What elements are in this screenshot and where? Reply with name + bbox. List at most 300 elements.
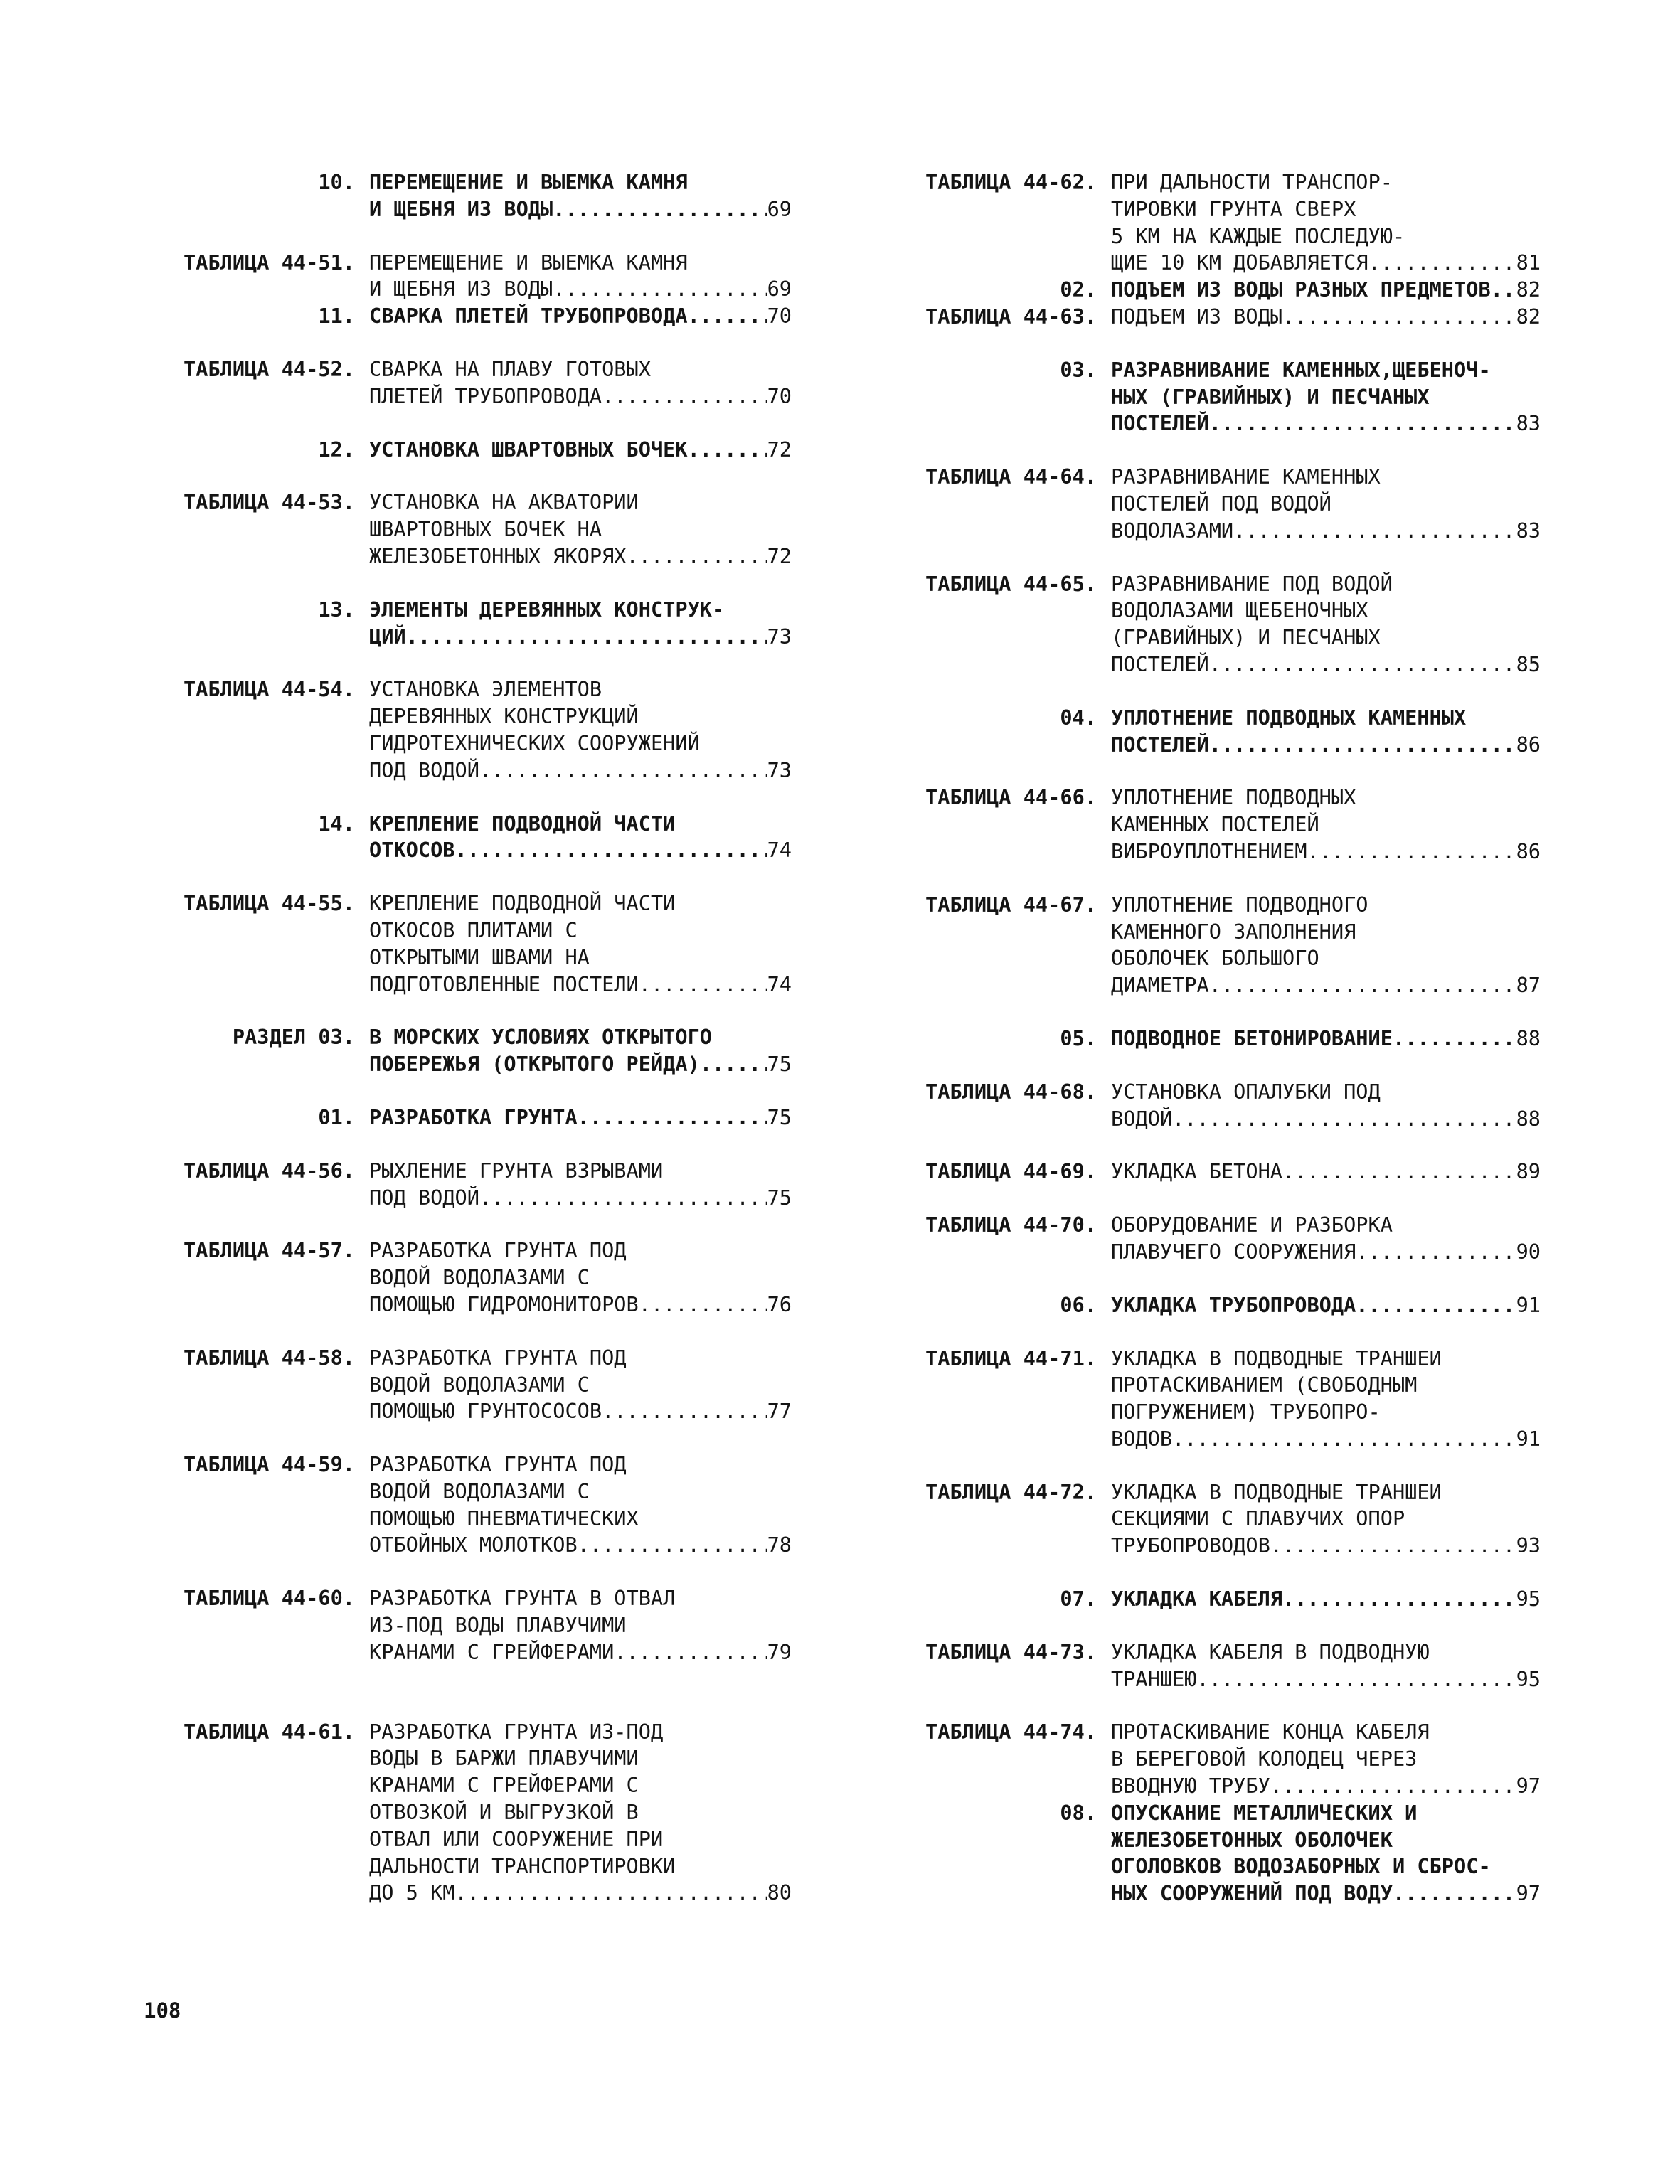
toc-entry-label: ТАБЛИЦА 44-70.	[925, 1213, 1097, 1237]
toc-entry-label: 04.	[1060, 705, 1097, 730]
toc-entry-title: УСТАНОВКА ОПАЛУБКИ ПОД	[1111, 1079, 1381, 1104]
dot-leader	[1307, 838, 1516, 865]
toc-entry-text-line	[355, 489, 792, 516]
dot-leader	[602, 1398, 767, 1425]
toc-entry-title: ПОМОЩЬЮ ПНЕВМАТИЧЕСКИХ	[369, 1506, 639, 1530]
toc-line	[144, 1853, 792, 1880]
toc-entry-title: УСТАНОВКА НА АКВАТОРИИ	[369, 490, 639, 515]
toc-entry-text-line	[355, 1451, 792, 1479]
toc-entry-text-line	[1097, 518, 1541, 545]
toc-entry-title: ПОГРУЖЕНИЕМ) ТРУБОПРО-	[1111, 1400, 1381, 1424]
toc-line	[144, 624, 792, 651]
toc-line	[900, 1746, 1541, 1773]
toc-entry-label: ТАБЛИЦА 44-56.	[183, 1158, 355, 1183]
toc-line	[900, 784, 1541, 811]
toc-entry-text-line	[355, 250, 792, 277]
toc-page-ref: 88	[1516, 1106, 1541, 1131]
toc-entry-text-line	[1097, 1079, 1541, 1106]
toc-entry-title: ОПУСКАНИЕ МЕТАЛЛИЧЕСКИХ И	[1111, 1800, 1418, 1825]
toc-section-entry	[144, 1104, 792, 1131]
toc-line	[144, 356, 792, 383]
toc-page-ref: 90	[1516, 1239, 1541, 1264]
toc-entry-text-line	[355, 383, 792, 410]
toc-entry-text-line	[1097, 597, 1541, 624]
toc-entry-title: ДЕРЕВЯННЫХ КОНСТРУКЦИЙ	[369, 704, 639, 729]
toc-line	[900, 972, 1541, 999]
toc-entry-title: НЫХ СООРУЖЕНИЙ ПОД ВОДУ	[1111, 1881, 1393, 1906]
toc-entry-text-line	[355, 1719, 792, 1746]
toc-part-entry	[144, 1024, 792, 1078]
toc-entry-label: ТАБЛИЦА 44-73.	[925, 1639, 1097, 1664]
toc-table-entry	[900, 1212, 1541, 1266]
toc-section-entry	[144, 811, 792, 865]
toc-entry-label: 03.	[1060, 357, 1097, 382]
toc-entry-text-line	[1097, 384, 1541, 411]
toc-entry-title: ВИБРОУПЛОТНЕНИЕМ	[1111, 838, 1307, 863]
toc-entry-label: ТАБЛИЦА 44-55.	[183, 891, 355, 916]
toc-entry-title: КАМЕННОГО ЗАПОЛНЕНИЯ	[1111, 919, 1356, 944]
toc-entry-title: РАЗРАБОТКА ГРУНТА ИЗ-ПОД	[369, 1719, 664, 1744]
toc-line	[144, 917, 792, 944]
toc-line	[900, 705, 1541, 732]
toc-page-ref: 91	[1516, 1292, 1541, 1317]
toc-table-entry	[900, 1079, 1541, 1133]
toc-entry-title: ОТВАЛ ИЛИ СООРУЖЕНИЕ ПРИ	[369, 1826, 664, 1851]
toc-line	[900, 357, 1541, 384]
toc-page-ref: 74	[767, 838, 792, 863]
toc-entry-text-line	[355, 1745, 792, 1772]
toc-entry-label: 07.	[1060, 1587, 1097, 1612]
toc-entry-text-line	[355, 1345, 792, 1372]
toc-entry-text-line	[355, 356, 792, 383]
toc-entry-text-line	[355, 1612, 792, 1639]
toc-section-entry	[900, 1800, 1541, 1907]
toc-line	[144, 811, 792, 838]
toc-entry-label: ТАБЛИЦА 44-54.	[183, 677, 355, 702]
toc-page-ref: 75	[767, 1052, 792, 1077]
toc-entry-label: ТАБЛИЦА 44-68.	[925, 1079, 1097, 1104]
toc-line	[144, 1024, 792, 1051]
toc-page-ref: 87	[1516, 973, 1541, 998]
toc-entry-text-line	[355, 437, 792, 464]
toc-section-entry	[144, 169, 792, 223]
toc-entry-title: КРЕПЛЕНИЕ ПОДВОДНОЙ ЧАСТИ	[369, 891, 676, 916]
dot-leader	[479, 1185, 767, 1212]
toc-entry-text-line	[1097, 464, 1541, 491]
toc-line	[144, 1185, 792, 1212]
toc-entry-label: 12.	[318, 437, 355, 462]
toc-entry-text-line	[1097, 1399, 1541, 1426]
toc-line	[144, 1719, 792, 1746]
toc-entry-text-line	[355, 917, 792, 944]
toc-entry-text-line	[355, 1826, 792, 1853]
toc-line	[900, 1719, 1541, 1746]
toc-line	[144, 1479, 792, 1506]
toc-page-ref: 75	[767, 1104, 792, 1129]
toc-entry-title: ЭЛЕМЕНТЫ ДЕРЕВЯННЫХ КОНСТРУК-	[369, 597, 725, 622]
toc-page-ref: 77	[767, 1399, 792, 1424]
toc-page-ref: 89	[1516, 1159, 1541, 1184]
toc-entry-label: ТАБЛИЦА 44-57.	[183, 1238, 355, 1263]
toc-page-ref: 91	[1516, 1426, 1541, 1451]
toc-entry-title: ИЗ-ПОД ВОДЫ ПЛАВУЧИМИ	[369, 1613, 627, 1638]
toc-line	[900, 1158, 1541, 1186]
dot-leader	[1368, 250, 1516, 277]
toc-table-entry	[144, 1451, 792, 1559]
dot-leader	[639, 971, 767, 998]
toc-entry-text-line	[1097, 1880, 1541, 1907]
toc-line	[144, 437, 792, 464]
toc-line	[144, 1451, 792, 1479]
toc-line	[144, 196, 792, 223]
toc-line	[900, 1586, 1541, 1613]
toc-entry-title: СВАРКА ПЛЕТЕЙ ТРУБОПРОВОДА	[369, 304, 688, 329]
page-number: 108	[144, 1998, 181, 2023]
toc-entry-text-line	[355, 890, 792, 917]
toc-table-entry	[900, 1719, 1541, 1799]
dot-leader	[1209, 732, 1516, 759]
toc-entry-title: РАЗРАВНИВАНИЕ КАМЕННЫХ	[1111, 464, 1381, 489]
toc-entry-text-line	[1097, 1239, 1541, 1266]
toc-entry-title: 5 КМ НА КАЖДЫЕ ПОСЛЕДУЮ-	[1111, 223, 1405, 248]
toc-entry-title: ПОДЪЕМ ИЗ ВОДЫ РАЗНЫХ ПРЕДМЕТОВ	[1111, 277, 1491, 302]
toc-table-entry	[144, 1345, 792, 1425]
toc-table-entry	[900, 1639, 1541, 1693]
toc-line	[900, 1853, 1541, 1880]
toc-entry-label: ТАБЛИЦА 44-53.	[183, 490, 355, 515]
toc-line	[144, 1158, 792, 1185]
toc-entry-title: УКЛАДКА БЕТОНА	[1111, 1159, 1283, 1184]
toc-entry-text-line	[355, 1264, 792, 1291]
toc-entry-title: КАМЕННЫХ ПОСТЕЛЕЙ	[1111, 812, 1319, 837]
toc-entry-text-line	[1097, 892, 1541, 919]
toc-line	[144, 944, 792, 971]
toc-entry-title: СВАРКА НА ПЛАВУ ГОТОВЫХ	[369, 356, 651, 381]
toc-line	[144, 1799, 792, 1826]
toc-entry-title: УКЛАДКА В ПОДВОДНЫЕ ТРАНШЕИ	[1111, 1346, 1442, 1370]
toc-entry-title: ПОСТЕЛЕЙ	[1111, 732, 1209, 757]
toc-line	[900, 811, 1541, 838]
toc-line	[144, 276, 792, 303]
toc-entry-title: ДИАМЕТРА	[1111, 973, 1209, 998]
toc-page-ref: 70	[767, 383, 792, 408]
toc-entry-text-line	[1097, 250, 1541, 277]
toc-entry-label: ТАБЛИЦА 44-51.	[183, 250, 355, 275]
toc-line	[144, 703, 792, 730]
toc-entry-title: ПОСТЕЛЕЙ	[1111, 411, 1209, 436]
toc-line	[144, 971, 792, 998]
dot-leader	[602, 383, 767, 410]
toc-entry-title: ПОД ВОДОЙ	[369, 1185, 479, 1210]
toc-entry-title: КРАНАМИ С ГРЕЙФЕРАМИ	[369, 1639, 615, 1664]
toc-entry-text-line	[1097, 624, 1541, 651]
toc-entry-title: ВОДОЙ ВОДОЛАЗАМИ С	[369, 1479, 590, 1503]
toc-entry-title: КРАНАМИ С ГРЕЙФЕРАМИ С	[369, 1773, 639, 1798]
toc-entry-title: УПЛОТНЕНИЕ ПОДВОДНЫХ	[1111, 785, 1356, 810]
toc-entry-label: ТАБЛИЦА 44-71.	[925, 1346, 1097, 1370]
toc-entry-text-line	[1097, 1026, 1541, 1053]
toc-line	[900, 1079, 1541, 1106]
toc-entry-title: ПЛЕТЕЙ ТРУБОПРОВОДА	[369, 383, 602, 408]
toc-entry-text-line	[1097, 1106, 1541, 1133]
toc-entry-label: ТАБЛИЦА 44-59.	[183, 1452, 355, 1477]
toc-entry-label: РАЗДЕЛ 03.	[232, 1025, 355, 1050]
toc-entry-text-line	[355, 597, 792, 624]
toc-entry-title: ТРУБОПРОВОДОВ	[1111, 1533, 1270, 1558]
dot-leader	[1491, 277, 1516, 304]
toc-entry-title: ЖЕЛЕЗОБЕТОННЫХ ЯКОРЯХ	[369, 543, 627, 568]
toc-entry-text-line	[1097, 972, 1541, 999]
toc-entry-title: ПРОТАСКИВАНИЕ КОНЦА КАБЕЛЯ	[1111, 1720, 1430, 1744]
toc-entry-title: ПОД ВОДОЙ	[369, 757, 479, 782]
dot-leader	[1393, 1880, 1516, 1907]
toc-entry-text-line	[355, 303, 792, 330]
dot-leader	[406, 624, 767, 651]
toc-entry-text-line	[1097, 651, 1541, 678]
toc-entry-label: ТАБЛИЦА 44-69.	[925, 1159, 1097, 1184]
toc-line	[144, 1826, 792, 1853]
toc-line	[900, 410, 1541, 437]
toc-entry-text-line	[355, 1880, 792, 1907]
toc-entry-title: УСТАНОВКА ЭЛЕМЕНТОВ	[369, 677, 602, 702]
toc-line	[900, 1800, 1541, 1827]
toc-page-ref: 82	[1516, 304, 1541, 329]
toc-entry-text-line	[1097, 838, 1541, 865]
toc-entry-text-line	[1097, 1746, 1541, 1773]
toc-line	[144, 1585, 792, 1612]
toc-entry-text-line	[1097, 1479, 1541, 1506]
dot-leader	[1282, 1586, 1516, 1613]
toc-entry-text-line	[355, 1237, 792, 1264]
toc-line	[144, 1398, 792, 1425]
toc-entry-label: 13.	[318, 597, 355, 622]
toc-entry-label: ТАБЛИЦА 44-63.	[925, 304, 1097, 329]
toc-entry-text-line	[355, 196, 792, 223]
toc-entry-text-line	[355, 1479, 792, 1506]
toc-entry-title: УСТАНОВКА ШВАРТОВНЫХ БОЧЕК	[369, 437, 688, 462]
toc-table-entry	[900, 1479, 1541, 1560]
toc-entry-title: РАЗРАБОТКА ГРУНТА	[369, 1104, 578, 1129]
toc-entry-title: РАЗРАВНИВАНИЕ КАМЕННЫХ,ЩЕБЕНОЧ-	[1111, 357, 1491, 382]
toc-table-entry	[144, 1719, 792, 1907]
toc-entry-title: СЕКЦИЯМИ С ПЛАВУЧИХ ОПОР	[1111, 1506, 1405, 1531]
dot-leader	[1172, 1426, 1516, 1453]
toc-entry-text-line	[355, 169, 792, 196]
toc-section-entry	[900, 277, 1541, 304]
toc-entry-text-line	[1097, 1719, 1541, 1746]
toc-line	[900, 491, 1541, 518]
toc-entry-title: НЫХ (ГРАВИЙНЫХ) И ПЕСЧАНЫХ	[1111, 384, 1430, 409]
toc-page-ref: 69	[767, 277, 792, 302]
toc-entry-title: ОТБОЙНЫХ МОЛОТКОВ	[369, 1533, 578, 1557]
toc-entry-text-line	[355, 1506, 792, 1533]
toc-line	[144, 250, 792, 277]
toc-table-entry	[900, 1346, 1541, 1453]
toc-entry-text-line	[355, 1398, 792, 1425]
toc-line	[900, 1372, 1541, 1399]
toc-entry-title: ОГОЛОВКОВ ВОДОЗАБОРНЫХ И СБРОС-	[1111, 1854, 1491, 1879]
toc-page-ref: 78	[767, 1533, 792, 1557]
toc-entry-title: ВВОДНУЮ ТРУБУ	[1111, 1774, 1270, 1799]
toc-entry-label: ТАБЛИЦА 44-67.	[925, 892, 1097, 917]
toc-line	[144, 1612, 792, 1639]
toc-line	[900, 1479, 1541, 1506]
dot-leader	[455, 837, 767, 864]
toc-entry-text-line	[355, 811, 792, 838]
toc-entry-title: ПОДЪЕМ ИЗ ВОДЫ	[1111, 304, 1283, 329]
toc-entry-title: УКЛАДКА ТРУБОПРОВОДА	[1111, 1292, 1356, 1317]
toc-entry-title: ПОБЕРЕЖЬЯ (ОТКРЫТОГО РЕЙДА)	[369, 1052, 700, 1077]
dot-leader	[1209, 972, 1516, 999]
toc-line	[900, 169, 1541, 196]
toc-table-entry	[900, 784, 1541, 865]
toc-page-ref: 73	[767, 757, 792, 782]
toc-page-ref: 73	[767, 624, 792, 649]
toc-entry-text-line	[355, 1853, 792, 1880]
toc-entry-label: 10.	[318, 170, 355, 194]
toc-entry-title: ВОДОЙ	[1111, 1106, 1173, 1131]
toc-entry-title: ВОДОЙ ВОДОЛАЗАМИ С	[369, 1372, 590, 1397]
toc-line	[900, 1239, 1541, 1266]
toc-page-ref: 86	[1516, 838, 1541, 863]
toc-left-column	[144, 169, 792, 1907]
toc-entry-text-line	[1097, 1346, 1541, 1373]
toc-entry-label: 11.	[318, 304, 355, 329]
toc-entry-text-line	[355, 837, 792, 864]
dot-leader	[688, 437, 767, 464]
toc-table-entry	[144, 890, 792, 998]
toc-entry-title: УКЛАДКА В ПОДВОДНЫЕ ТРАНШЕИ	[1111, 1479, 1442, 1504]
toc-page-ref: 97	[1516, 1774, 1541, 1799]
toc-line	[144, 303, 792, 330]
toc-entry-title: ПЛАВУЧЕГО СООРУЖЕНИЯ	[1111, 1239, 1356, 1264]
toc-entry-title: ПЕРЕМЕЩЕНИЕ И ВЫЕМКА КАМНЯ	[369, 250, 688, 275]
toc-entry-text-line	[1097, 1158, 1541, 1186]
toc-entry-title: И ЩЕБНЯ ИЗ ВОДЫ	[369, 277, 553, 302]
toc-entry-title: ГИДРОТЕХНИЧЕСКИХ СООРУЖЕНИЙ	[369, 730, 700, 755]
toc-entry-label: ТАБЛИЦА 44-74.	[925, 1720, 1097, 1744]
toc-entry-text-line	[1097, 1212, 1541, 1239]
toc-entry-text-line	[1097, 1533, 1541, 1560]
toc-entry-title: ТИРОВКИ ГРУНТА СВЕРХ	[1111, 196, 1356, 221]
toc-entry-title: ДО 5 КМ	[369, 1880, 455, 1905]
toc-entry-text-line	[1097, 410, 1541, 437]
toc-line	[144, 1104, 792, 1131]
toc-entry-title: ПОМОЩЬЮ ГРУНТОСОСОВ	[369, 1399, 602, 1424]
toc-entry-title: ОТВОЗКОЙ И ВЫГРУЗКОЙ В	[369, 1800, 639, 1825]
toc-entry-text-line	[355, 1051, 792, 1078]
dot-leader	[1393, 1026, 1516, 1053]
toc-page-ref: 95	[1516, 1666, 1541, 1691]
toc-page-ref: 88	[1516, 1026, 1541, 1050]
toc-entry-title: РЫХЛЕНИЕ ГРУНТА ВЗРЫВАМИ	[369, 1158, 664, 1183]
toc-entry-title: УПЛОТНЕНИЕ ПОДВОДНЫХ КАМЕННЫХ	[1111, 705, 1467, 730]
toc-table-entry	[900, 304, 1541, 331]
toc-page-ref: 74	[767, 971, 792, 996]
toc-entry-text-line	[355, 703, 792, 730]
toc-entry-text-line	[1097, 169, 1541, 196]
toc-line	[900, 838, 1541, 865]
toc-entry-text-line	[1097, 571, 1541, 598]
toc-entry-text-line	[355, 624, 792, 651]
toc-page-ref: 69	[767, 196, 792, 221]
dot-leader	[639, 1291, 767, 1319]
toc-line	[900, 1827, 1541, 1854]
dot-leader	[553, 196, 767, 223]
toc-table-entry	[144, 356, 792, 410]
toc-entry-title: РАЗРАБОТКА ГРУНТА В ОТВАЛ	[369, 1586, 676, 1611]
dot-leader	[455, 1880, 767, 1907]
toc-entry-title: ВОДОЛАЗАМИ ЩЕБЕНОЧНЫХ	[1111, 598, 1368, 623]
toc-entry-text-line	[1097, 1372, 1541, 1399]
toc-table-entry	[900, 1158, 1541, 1186]
toc-table-entry	[144, 676, 792, 784]
toc-entry-text-line	[1097, 1666, 1541, 1693]
toc-section-entry	[900, 357, 1541, 437]
toc-line	[900, 1399, 1541, 1426]
toc-entry-text-line	[355, 1372, 792, 1399]
toc-line	[144, 169, 792, 196]
toc-table-entry	[900, 892, 1541, 999]
toc-entry-text-line	[1097, 196, 1541, 223]
toc-page-ref: 72	[767, 543, 792, 568]
toc-section-entry	[144, 303, 792, 330]
toc-line	[900, 304, 1541, 331]
toc-entry-title: ЩИЕ 10 КМ ДОБАВЛЯЕТСЯ	[1111, 250, 1368, 275]
dot-leader	[578, 1104, 767, 1131]
toc-entry-title: УПЛОТНЕНИЕ ПОДВОДНОГО	[1111, 892, 1368, 917]
toc-line	[900, 518, 1541, 545]
toc-section-entry	[144, 597, 792, 651]
toc-entry-title: ПРОТАСКИВАНИЕМ (СВОБОДНЫМ	[1111, 1373, 1418, 1397]
dot-leader	[1282, 1158, 1516, 1186]
toc-line	[900, 1773, 1541, 1800]
toc-table-entry	[144, 1158, 792, 1212]
dot-leader	[700, 1051, 767, 1078]
toc-entry-text-line	[1097, 1426, 1541, 1453]
toc-entry-title: РАЗРАБОТКА ГРУНТА ПОД	[369, 1238, 627, 1263]
toc-line	[144, 1532, 792, 1559]
toc-entry-text-line	[1097, 1292, 1541, 1319]
toc-line	[900, 223, 1541, 250]
toc-page-ref: 97	[1516, 1881, 1541, 1906]
toc-line	[900, 1212, 1541, 1239]
toc-line	[900, 1026, 1541, 1053]
toc-entry-label: ТАБЛИЦА 44-64.	[925, 464, 1097, 489]
toc-line	[144, 597, 792, 624]
toc-entry-text-line	[1097, 357, 1541, 384]
toc-page-ref: 93	[1516, 1533, 1541, 1558]
toc-line	[144, 1291, 792, 1319]
toc-entry-text-line	[1097, 1773, 1541, 1800]
toc-line	[900, 250, 1541, 277]
dot-leader	[627, 543, 767, 570]
toc-entry-title: КРЕПЛЕНИЕ ПОДВОДНОЙ ЧАСТИ	[369, 811, 676, 836]
toc-entry-text-line	[355, 516, 792, 543]
toc-entry-text-line	[1097, 1506, 1541, 1533]
toc-entry-label: 08.	[1060, 1800, 1097, 1825]
toc-table-entry	[144, 1585, 792, 1666]
dot-leader	[1270, 1773, 1516, 1800]
toc-entry-text-line	[1097, 1800, 1541, 1827]
toc-entry-text-line	[355, 971, 792, 998]
toc-entry-title: ОТКОСОВ	[369, 838, 455, 863]
toc-entry-title: ВОДОЛАЗАМИ	[1111, 518, 1234, 543]
toc-entry-title: ОБОРУДОВАНИЕ И РАЗБОРКА	[1111, 1213, 1393, 1237]
toc-entry-title: УКЛАДКА КАБЕЛЯ	[1111, 1587, 1283, 1612]
toc-line	[144, 1237, 792, 1264]
toc-line	[900, 464, 1541, 491]
